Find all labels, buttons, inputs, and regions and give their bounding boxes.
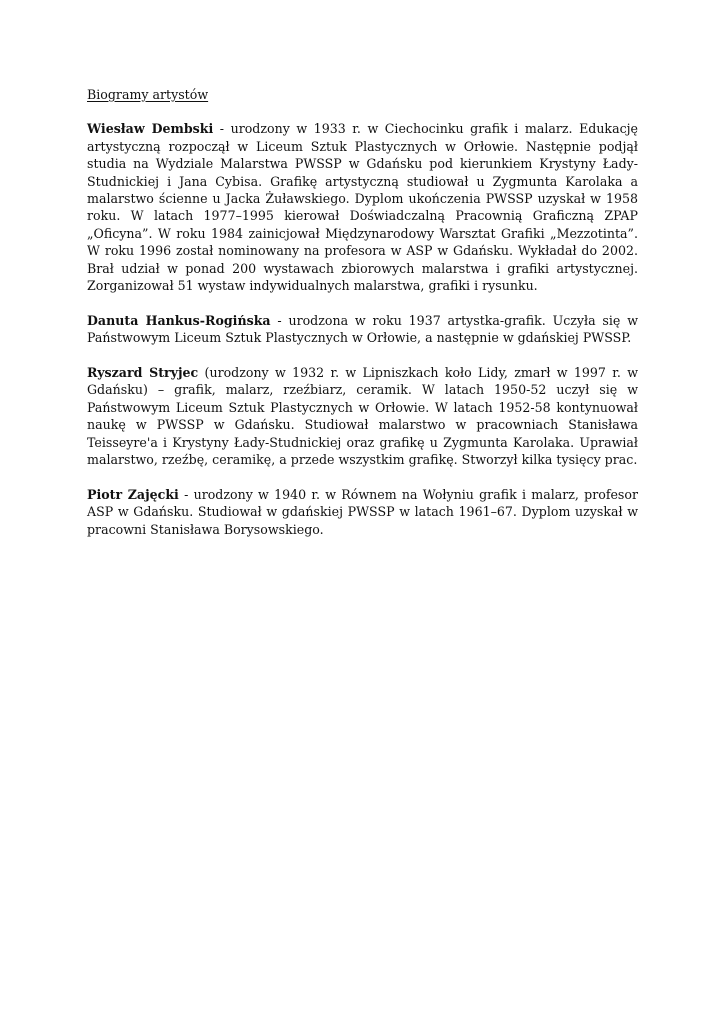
- artist-name: Piotr Zajęcki: [87, 486, 179, 502]
- artist-name: Wiesław Dembski: [87, 121, 214, 137]
- bio-paragraph-stryjec: [87, 364, 638, 468]
- document-heading: Biogramy artystów: [87, 87, 209, 102]
- artist-bio-text: (urodzony w 1932 r. w Lipniszkach koło Lidy, zmarł w 1997 r. w Gdańsku) – grafik, malarz, rzeźbiarz, ceramik. W latach 1950-52 uczył się w Państwowym Liceum Sztuk Plastycznych w Orłowie. W latach 1952-58 kontynuował naukę w PWSSP w Gdańsku. Studiował malarstwo w pracowniach Stanisława Teisseyre'a i Krystyny Łady-Studnickiej oraz grafikę u Zygmunta Karolaka. Uprawiał malarstwo, rzeźbę, ceramikę, a przede wszystkim grafikę. Stworzył kilka tysięcy prac.: [87, 365, 638, 468]
- bio-paragraph-dembski: [87, 120, 638, 294]
- artist-bio-text: - urodzony w 1933 r. w Ciechocinku grafik i malarz. Edukację artystyczną rozpoczął w Liceum Sztuk Plastycznych w Orłowie. Następnie podjął studia na Wydziale Malarstwa PWSSP w Gdańsku pod kierunkiem Krystyny Łady-Studnickiej i Jana Cybisa. Grafikę artystyczną studiował u Zygmunta Karolaka a malarstwo ścienne u Jacka Żuławskiego. Dyplom ukończenia PWSSP uzyskał w 1958 roku. W latach 1977–1995 kierował Doświadczalną Pracownią Graficzną ZPAP „Oficyna”. W roku 1984 zainicjował Międzynarodowy Warsztat Grafiki „Mezzotinta”. W roku 1996 został nominowany na profesora w ASP w Gdańsku. Wykładał do 2002. Brał udział w ponad 200 wystawach zbiorowych malarstwa i grafiki artystycznej. Zorganizował 51 wystaw indywidualnych malarstwa, grafiki i rysunku.: [87, 121, 638, 294]
- bio-paragraph-zajecki: [87, 486, 638, 538]
- artist-bio-text: - urodzona w roku 1937 artystka-grafik. Uczyła się w Państwowym Liceum Sztuk Plastycznych w Orłowie, a następnie w gdańskiej PWSSP.: [87, 312, 638, 346]
- bio-paragraph-hankus-roginska: [87, 312, 638, 347]
- document-body: [87, 86, 638, 556]
- artist-name: Ryszard Stryjec: [87, 365, 199, 381]
- artist-name: Danuta Hankus-Rogińska: [87, 312, 271, 328]
- artist-bio-text: - urodzony w 1940 r. w Równem na Wołyniu grafik i malarz, profesor ASP w Gdańsku. Studiował w gdańskiej PWSSP w latach 1961–67. Dyplom uzyskał w pracowni Stanisława Borysowskiego.: [87, 486, 638, 537]
